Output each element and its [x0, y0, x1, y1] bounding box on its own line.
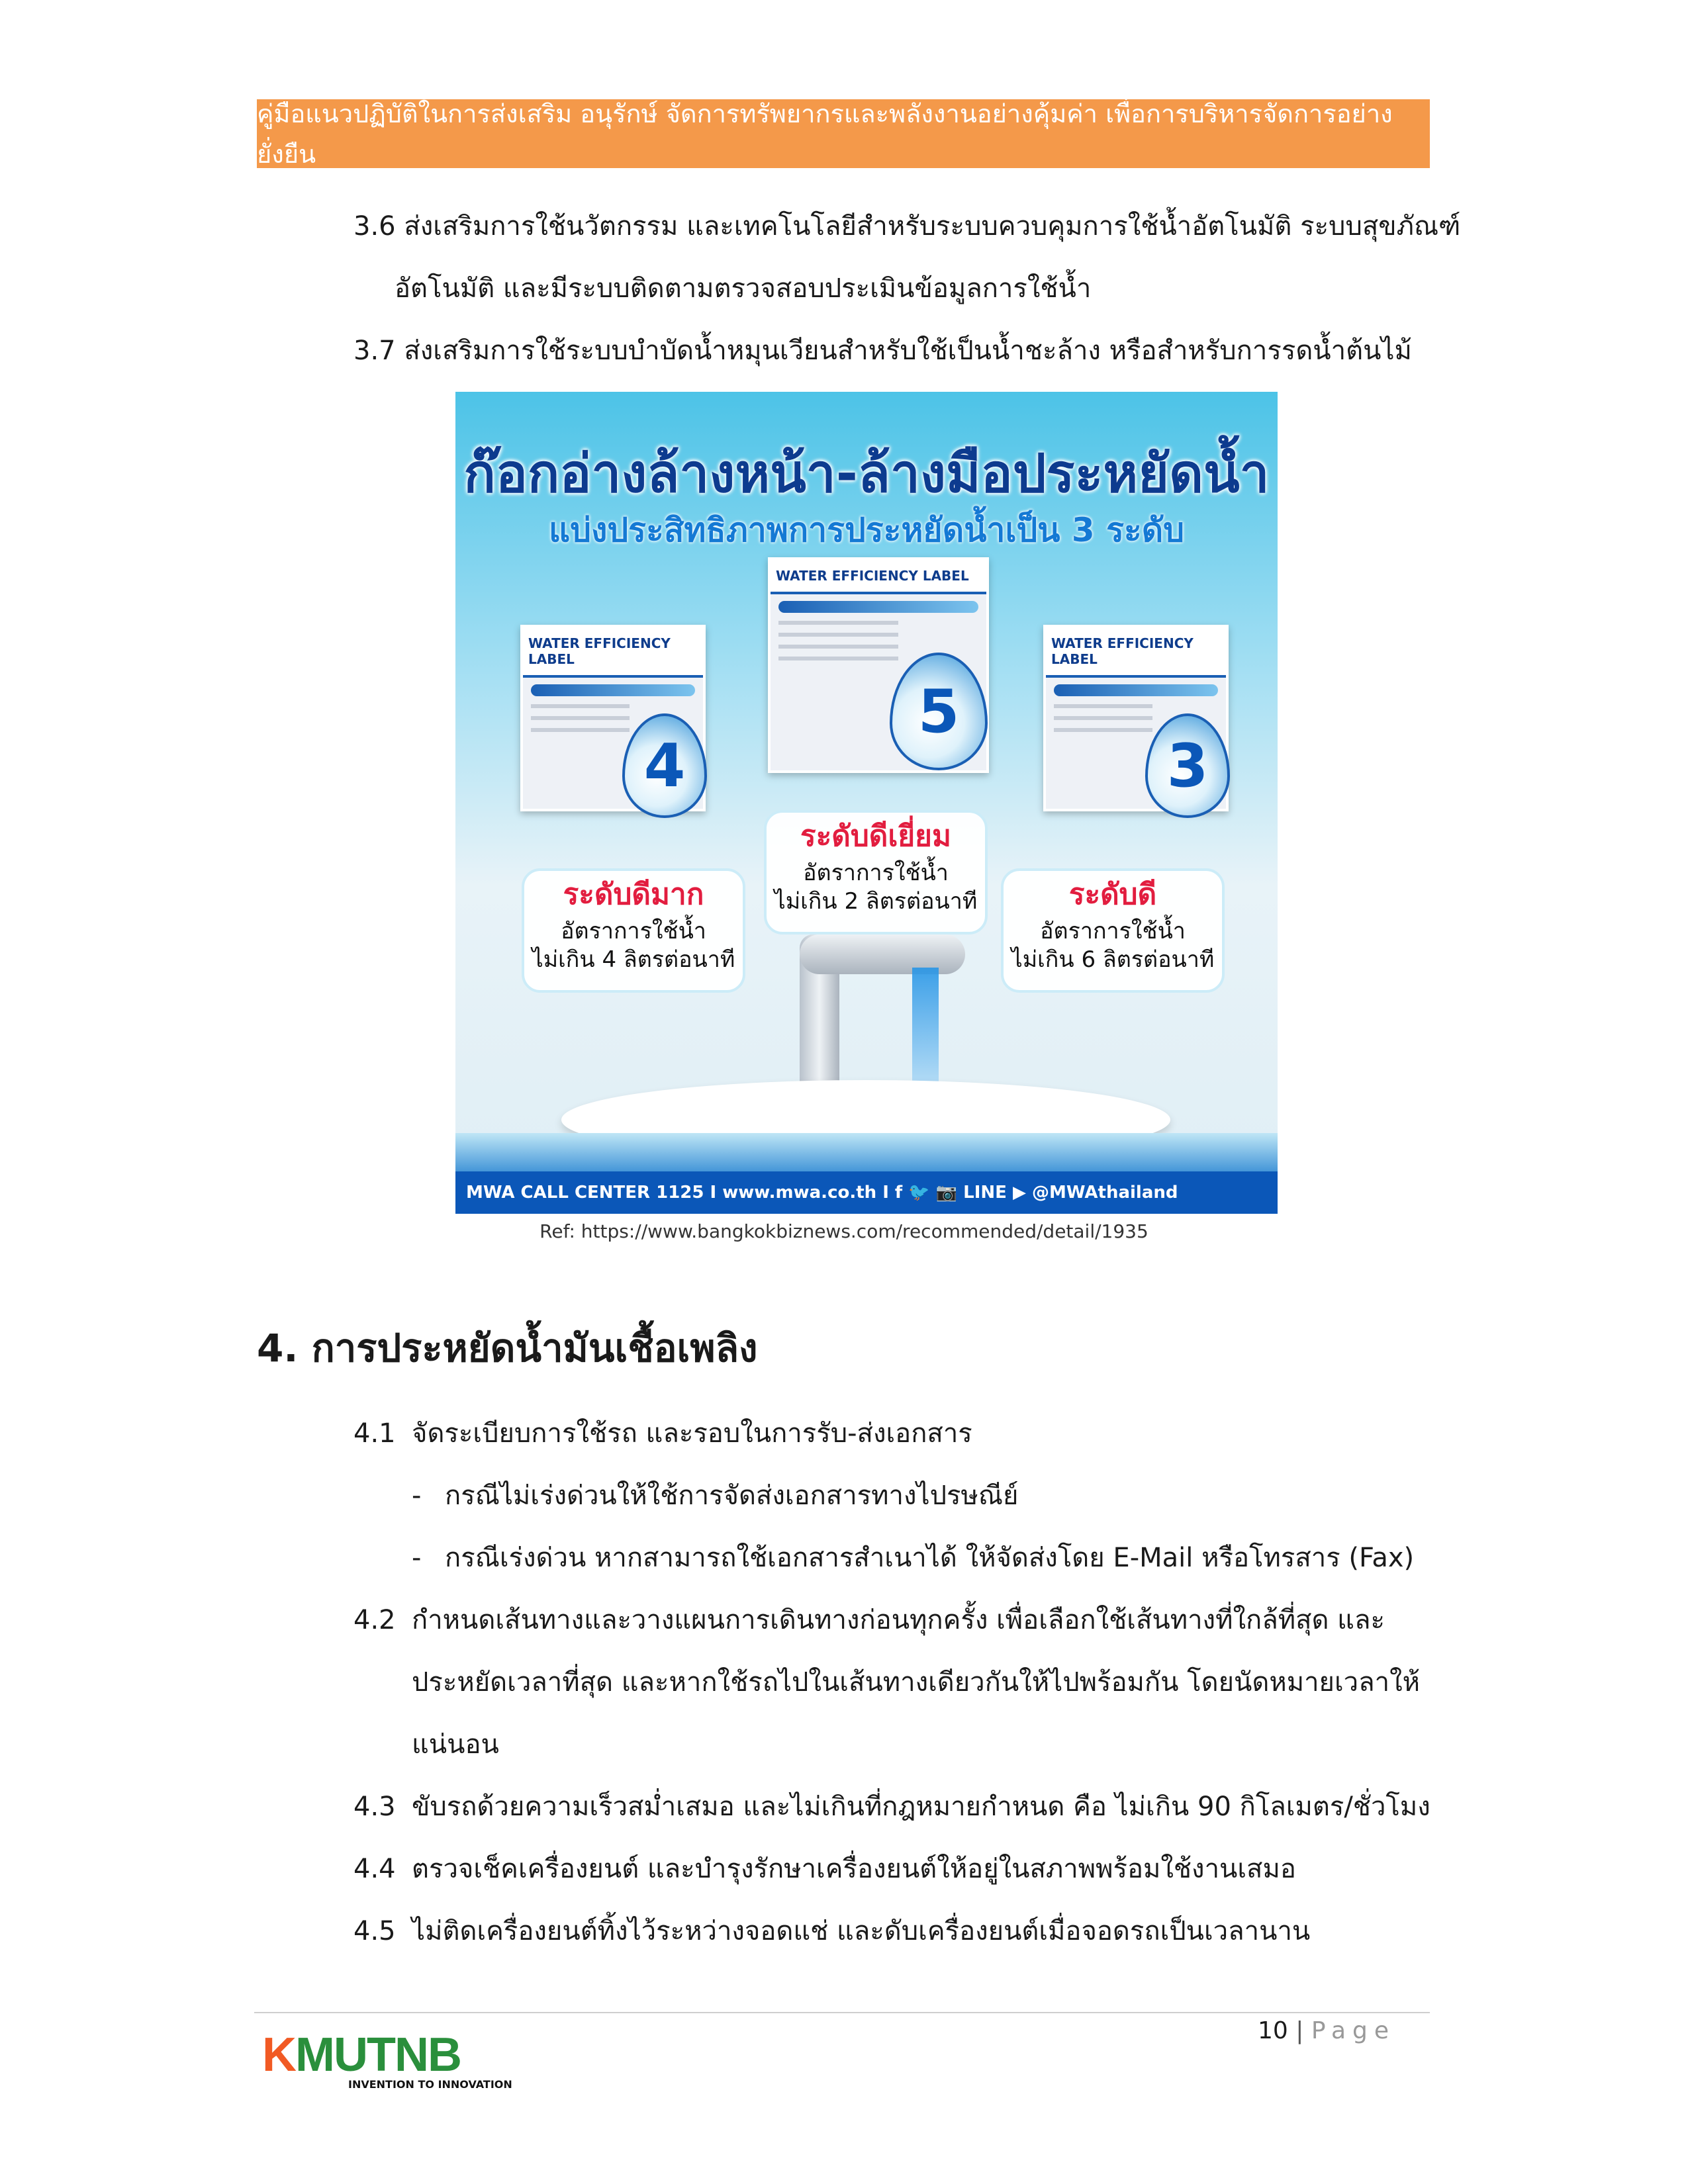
label-level: 4 — [643, 731, 686, 801]
bubble-rate-value: ไม่เกิน 4 ลิตรต่อนาที — [532, 946, 735, 973]
level-bubble-good — [1001, 868, 1225, 993]
label-scale — [1054, 684, 1218, 696]
label-level: 3 — [1166, 731, 1209, 801]
bubble-level: ระดับดี — [1068, 878, 1157, 911]
page-number: 10 | Page — [1258, 2017, 1396, 2044]
label-name: WATER EFFICIENCY LABEL — [771, 560, 986, 594]
item-3-7: 3.7 ส่งเสริมการใช้ระบบบำบัดน้ำหมุนเวียนสำหรับใช้เป็นน้ำชะล้าง หรือสำหรับการรดน้ำต้นไม้ — [353, 336, 1412, 366]
logo-tagline: INVENTION TO INNOVATION — [348, 2078, 512, 2091]
water-drop-icon — [890, 653, 988, 770]
header-title: คู่มือแนวปฏิบัติในการส่งเสริม อนุรักษ์ จัดการทรัพยากรและพลังงานอย่างคุ้มค่า เพื่อการบริหารจัดการอย่างยั่งยืน — [257, 99, 1393, 169]
list-item: 4.1 จัดระเบียบการใช้รถ และรอบในการรับ-ส่งเอกสาร — [353, 1418, 972, 1449]
water-efficiency-infographic — [455, 392, 1278, 1214]
efficiency-label-card — [1043, 625, 1229, 811]
infographic-subtitle: แบ่งประสิทธิภาพการประหยัดน้ำเป็น 3 ระดับ — [549, 511, 1184, 549]
label-name: WATER EFFICIENCY LABEL — [523, 627, 703, 678]
label-scale — [778, 601, 978, 613]
list-item: 4.5 ไม่ติดเครื่องยนต์ทิ้งไว้ระหว่างจอดแช่ และดับเครื่องยนต์เมื่อจอดรถเป็นเวลานาน — [353, 1916, 1311, 1946]
kmutnb-logo: KMUTNB INVENTION TO INNOVATION — [262, 2028, 512, 2091]
bubble-rate-label: อัตราการใช้น้ำ — [561, 918, 706, 944]
faucet-spout — [800, 934, 965, 974]
infographic-title: ก๊อกอ่างล้างหน้า-ล้างมือประหยัดน้ำ — [463, 443, 1270, 504]
bubble-rate-value: ไม่เกิน 2 ลิตรต่อนาที — [774, 887, 978, 915]
level-bubble-very-good — [522, 868, 745, 993]
efficiency-label-card — [520, 625, 706, 811]
section-heading: 4. การประหยัดน้ำมันเชื้อเพลิง — [257, 1326, 758, 1371]
bubble-rate-label: อัตราการใช้น้ำ — [1040, 918, 1186, 944]
label-level: 5 — [917, 676, 960, 747]
bubble-level: ระดับดีเยี่ยม — [800, 819, 951, 853]
infographic-footer-text: MWA CALL CENTER 1125 I www.mwa.co.th I f 🐦 📷 LINE ▶ @MWAthailand — [466, 1183, 1178, 1203]
item-3-6-line2: อัตโนมัติ และมีระบบติดตามตรวจสอบประเมินข้อมูลการใช้น้ำ — [395, 273, 1092, 304]
document-header — [257, 99, 1430, 168]
label-name: WATER EFFICIENCY LABEL — [1046, 627, 1226, 678]
label-scale — [531, 684, 695, 696]
list-item: 4.2 กำหนดเส้นทางและวางแผนการเดินทางก่อนทุกครั้ง เพื่อเลือกใช้เส้นทางที่ใกล้ที่สุด และ — [353, 1605, 1385, 1635]
bubble-level: ระดับดีมาก — [563, 878, 704, 911]
list-item: 4.4 ตรวจเช็คเครื่องยนต์ และบำรุงรักษาเครื่องยนต์ให้อยู่ในสภาพพร้อมใช้งานเสมอ — [353, 1854, 1296, 1884]
efficiency-label-card — [768, 557, 989, 773]
footer-divider — [254, 2012, 1430, 2013]
level-bubble-excellent — [764, 810, 988, 934]
item-3-6-line1: 3.6 ส่งเสริมการใช้นวัตกรรม และเทคโนโลยีสำหรับระบบควบคุมการใช้น้ำอัตโนมัติ ระบบสุขภัณฑ์ — [353, 211, 1461, 242]
list-item: - กรณีเร่งด่วน หากสามารถใช้เอกสารสำเนาได้ ให้จัดส่งโดย E-Mail หรือโทรสาร (Fax) — [412, 1543, 1415, 1573]
image-caption: Ref: https://www.bangkokbiznews.com/recommended/detail/1935 — [539, 1220, 1149, 1242]
list-item-continued: ประหยัดเวลาที่สุด และหากใช้รถไปในเส้นทางเดียวกันให้ไปพร้อมกัน โดยนัดหมายเวลาให้ — [412, 1667, 1420, 1698]
list-item: - กรณีไม่เร่งด่วนให้ใช้การจัดส่งเอกสารทางไปรษณีย์ — [412, 1480, 1019, 1511]
infographic-footer — [455, 1171, 1278, 1214]
bubble-rate-value: ไม่เกิน 6 ลิตรต่อนาที — [1011, 946, 1215, 973]
list-item: 4.3 ขับรถด้วยความเร็วสม่ำเสมอ และไม่เกินที่กฎหมายกำหนด คือ ไม่เกิน 90 กิโลเมตร/ชั่วโมง — [353, 1792, 1430, 1822]
list-item-continued: แน่นอน — [412, 1729, 499, 1760]
bubble-rate-label: อัตราการใช้น้ำ — [803, 860, 949, 886]
